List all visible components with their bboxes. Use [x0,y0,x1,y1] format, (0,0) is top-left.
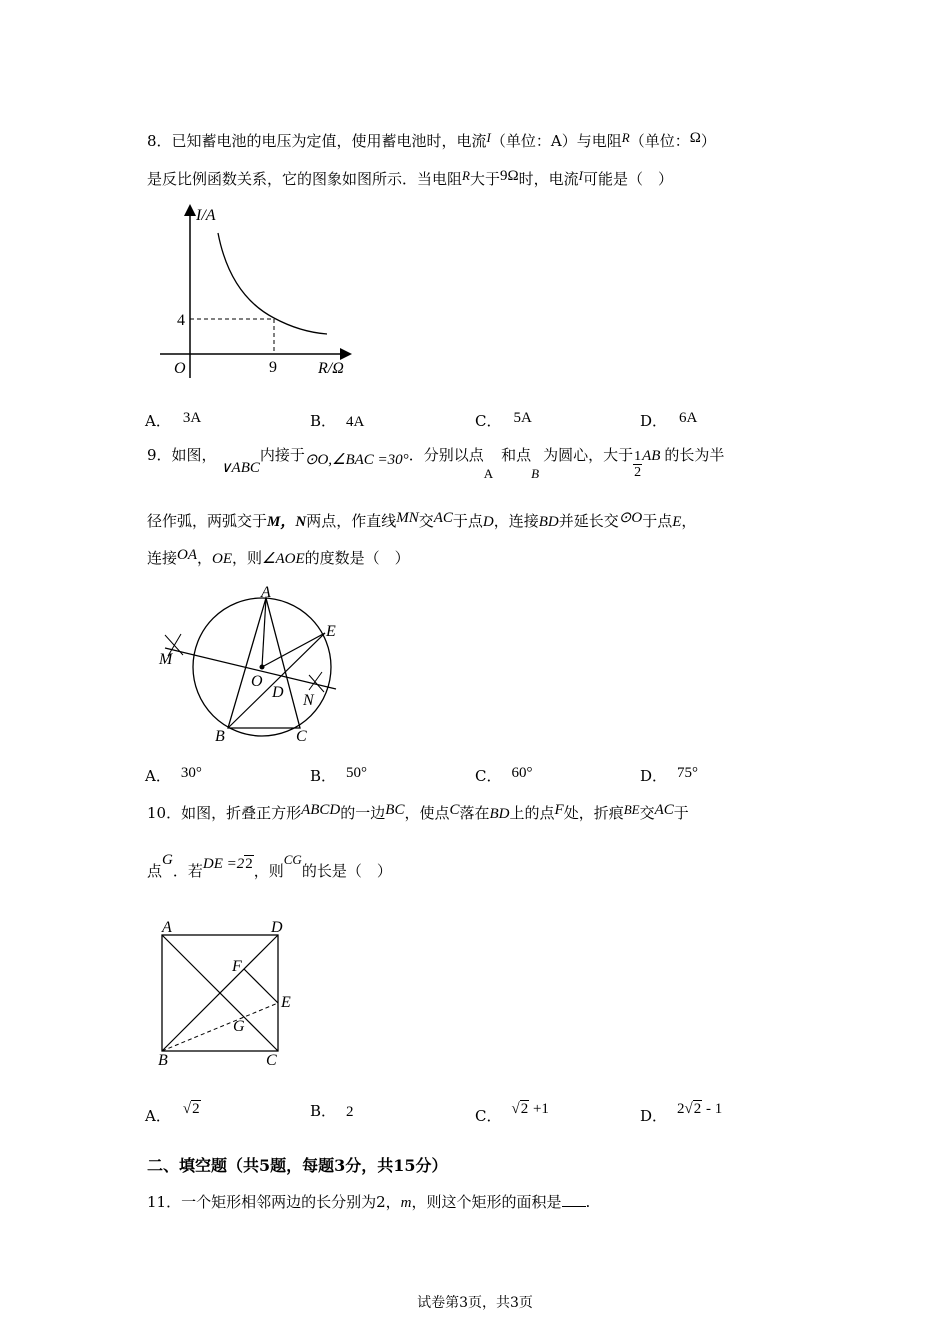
q10-line1: 10．如图，折叠正方形ABCD的一边BC，使点C落在BD上的点F处，折痕BE交AC于 [147,802,689,822]
q8-option-c[interactable]: C． 5A [475,410,532,430]
answer-blank[interactable] [562,1206,586,1207]
label-b: B [158,1052,168,1069]
q10-option-b[interactable]: B． 2 [310,1102,354,1120]
q8-option-a[interactable]: A． 3A [145,410,202,430]
q8-option-d[interactable]: D． 6A [640,410,698,430]
q10-line2: 点G．若DE =22，则CG的长是（ ） [147,852,392,880]
q10-option-d[interactable]: D． 2√2 - 1 [640,1101,723,1125]
y-axis-label: I/A [196,207,216,224]
label-n: N [303,692,314,709]
label-e: E [326,623,336,640]
segment-oe [262,633,325,667]
q11-line: 11．一个矩形相邻两边的长分别为2，m，则这个矩形的面积是 . [147,1193,591,1211]
label-c: C [266,1052,277,1069]
triangle-abc [228,598,300,728]
q9-line2: 径作弧，两弧交于M，N两点，作直线MN交AC于点D，连接BD并延长交⊙O于点E， [147,510,697,530]
q9-option-c[interactable]: C． 60° [475,765,533,785]
q8-line1: 8．已知蓄电池的电压为定值，使用蓄电池时，电流I（单位：A）与电阻R（单位：Ω） [147,130,716,150]
q9-figure [150,580,350,750]
label-m: M [159,651,173,668]
label-e: E [281,994,291,1011]
q9-option-a[interactable]: A． 30° [145,765,202,785]
segment-fe [244,969,278,1003]
q8-line2: 是反比例函数关系，它的图象如图所示．当电阻R大于9Ω时，电流I可能是（ ） [147,168,674,188]
q10-option-c[interactable]: C． √2 +1 [475,1101,549,1125]
x-tick-9: 9 [269,359,277,376]
label-d: D [271,919,283,936]
half-fraction: $\frac{1}{2}$ [634,448,642,480]
q9-option-b[interactable]: B． 50° [310,765,368,785]
section-title: 二、填空题（共5题，每题3分，共15分） [147,1156,448,1175]
label-a: A [162,919,172,936]
q10-option-a[interactable]: A． √2 [145,1101,200,1125]
origin-label: O [174,360,186,377]
q9-line3: 连接OA，OE，则∠AOE的度数是（ ） [147,547,410,567]
y-tick-4: 4 [177,312,185,329]
label-o: O [251,673,263,690]
q9-line1: 9．如图，∨ABC内接于⊙O,∠BAC =30°．分别以点A和点B为圆心，大于 $\frac{1}{2}$ AB 的长为半 [147,446,725,481]
x-axis-label: R/Ω [318,360,344,377]
arc-mark-n [309,672,324,692]
q8-option-b[interactable]: B． 4A [310,412,365,430]
label-g: G [233,1018,245,1035]
q9-option-d[interactable]: D． 75° [640,765,699,785]
page-footer: 试卷第3页，共3页 [417,1295,533,1311]
label-b: B [215,728,225,745]
crease-be [162,1003,278,1051]
q8-graph [150,200,360,385]
center-dot [260,665,265,670]
label-f: F [232,958,242,975]
q10-figure [150,915,300,1070]
label-d: D [272,684,284,701]
label-a: A [261,584,271,601]
label-c: C [296,728,307,745]
